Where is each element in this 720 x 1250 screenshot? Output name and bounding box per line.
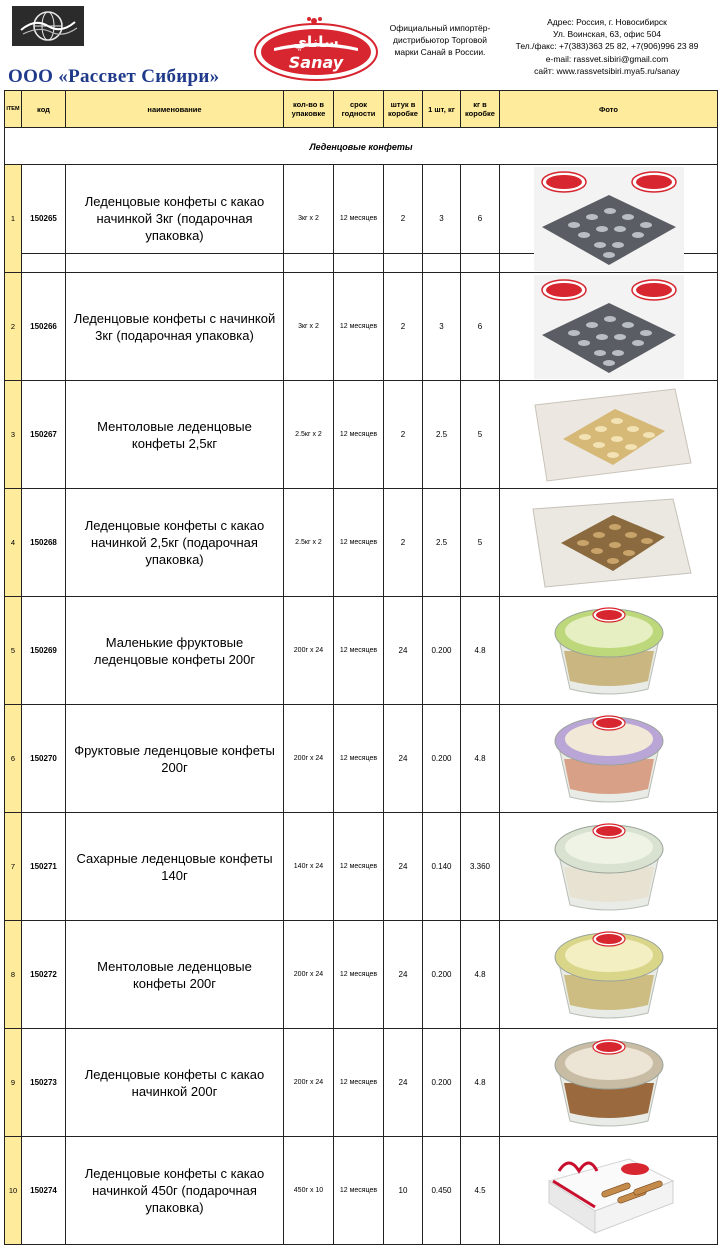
header-weight-per-piece: 1 шт, кг [422, 90, 461, 128]
header-name: наименование [65, 90, 284, 128]
table-row [4, 596, 718, 704]
weight-per-box: 4.8 [460, 704, 500, 813]
header-item: ITEM [4, 90, 22, 128]
weight-per-box: 4.5 [460, 1136, 500, 1245]
contact-address: Адрес: Россия, г. Новосибирск [547, 17, 667, 27]
contact-website[interactable]: сайт: www.rassvetsibiri.mya5.ru/sanay [534, 65, 680, 76]
product-name: Ментоловые леденцовые конфеты 200г [65, 920, 284, 1029]
row-item-number: 7 [4, 812, 22, 921]
row-item-number: 10 [4, 1136, 22, 1245]
contact-email[interactable]: e-mail: rassvet.sibiri@gmail.com [545, 53, 669, 64]
pack-quantity: 450г х 10 [283, 1136, 334, 1245]
pieces-per-box: 2 [383, 164, 423, 273]
product-photo [499, 272, 718, 381]
tray-cocoa-icon [534, 275, 684, 379]
product-code: 150267 [21, 380, 66, 489]
product-photo [499, 1028, 718, 1137]
svg-text:ساناي: ساناي [293, 33, 339, 51]
pack-quantity: 2.5кг х 2 [283, 380, 334, 489]
table-row [4, 812, 718, 920]
weight-per-piece: 2.5 [422, 380, 461, 489]
table-header-row [4, 90, 718, 128]
weight-per-piece: 0.140 [422, 812, 461, 921]
product-name: Ментоловые леденцовые конфеты 2,5кг [65, 380, 284, 489]
row-item-number: 2 [4, 272, 22, 381]
product-code: 150270 [21, 704, 66, 813]
product-name: Леденцовые конфеты с какао начинкой 200г [65, 1028, 284, 1137]
shelf-life: 12 месяцев [333, 1028, 384, 1137]
pack-quantity: 200г х 24 [283, 704, 334, 813]
pack-quantity: 200г х 24 [283, 1028, 334, 1137]
page-header [0, 0, 720, 90]
product-code: 150269 [21, 596, 66, 705]
product-photo [499, 920, 718, 1029]
row-item-number: 6 [4, 704, 22, 813]
table-row [4, 920, 718, 1028]
product-photo [499, 704, 718, 813]
table-row [4, 164, 718, 272]
product-name: Леденцовые конфеты с какао начинкой 450г (подарочная упаковка) [65, 1136, 284, 1245]
shelf-life: 12 месяцев [333, 704, 384, 813]
product-code: 150266 [21, 272, 66, 381]
tub-cocoa-icon [544, 1033, 674, 1133]
product-name: Фруктовые леденцовые конфеты 200г [65, 704, 284, 813]
pack-quantity: 200г х 24 [283, 596, 334, 705]
product-photo [499, 1136, 718, 1245]
weight-per-box: 5 [460, 488, 500, 597]
pack-quantity: 2.5кг х 2 [283, 488, 334, 597]
product-code: 150265 [21, 164, 66, 273]
weight-per-box: 5 [460, 380, 500, 489]
table-row [4, 704, 718, 812]
svg-text:Sanay: Sanay [288, 53, 344, 72]
tray-brown-icon [525, 493, 693, 593]
header-photo: Фото [499, 90, 718, 128]
contacts-block [500, 16, 714, 77]
pack-quantity: 3кг х 2 [283, 272, 334, 381]
shelf-life: 12 месяцев [333, 164, 384, 273]
sanay-brand-logo [252, 14, 380, 82]
weight-per-piece: 0.200 [422, 920, 461, 1029]
row-item-number: 3 [4, 380, 22, 489]
product-name: Леденцовые конфеты с какао начинкой 3кг (подарочная упаковка) [65, 164, 284, 273]
product-photo [499, 488, 718, 597]
shelf-life: 12 месяцев [333, 812, 384, 921]
pieces-per-box: 10 [383, 1136, 423, 1245]
row-item-number: 9 [4, 1028, 22, 1137]
weight-per-box: 6 [460, 164, 500, 273]
product-code: 150271 [21, 812, 66, 921]
tub-clear-icon [544, 817, 674, 917]
price-table [4, 90, 718, 1246]
weight-per-box: 4.8 [460, 596, 500, 705]
tray-menthol-icon [525, 385, 693, 485]
pieces-per-box: 24 [383, 596, 423, 705]
header-code: код [21, 90, 66, 128]
pieces-per-box: 2 [383, 380, 423, 489]
weight-per-piece: 2.5 [422, 488, 461, 597]
weight-per-box: 6 [460, 272, 500, 381]
shelf-life: 12 месяцев [333, 272, 384, 381]
product-photo [499, 596, 718, 705]
table-row [4, 1136, 718, 1244]
product-name: Сахарные леденцовые конфеты 140г [65, 812, 284, 921]
pack-quantity: 3кг х 2 [283, 164, 334, 273]
product-photo [499, 164, 718, 273]
product-code: 150272 [21, 920, 66, 1029]
row-item-number: 5 [4, 596, 22, 705]
header-pcs-per-box: штук в коробке [383, 90, 423, 128]
pieces-per-box: 2 [383, 272, 423, 381]
header-shelf-life: срок годности [333, 90, 384, 128]
pieces-per-box: 2 [383, 488, 423, 597]
weight-per-piece: 3 [422, 164, 461, 273]
tub-purple-icon [544, 709, 674, 809]
pieces-per-box: 24 [383, 812, 423, 921]
header-weight-per-box: кг в коробке [460, 90, 500, 128]
weight-per-box: 4.8 [460, 1028, 500, 1137]
section-title: Леденцовые конфеты [309, 141, 413, 152]
contact-street: Ул. Воинская, 63, офис 504 [552, 29, 661, 40]
pieces-per-box: 24 [383, 704, 423, 813]
product-name: Леденцовые конфеты с какао начинкой 2,5кг (подарочная упаковка) [65, 488, 284, 597]
shelf-life: 12 месяцев [333, 1136, 384, 1245]
header-qty: кол-во в упаковке [283, 90, 334, 128]
row-item-number: 8 [4, 920, 22, 1029]
pieces-per-box: 24 [383, 1028, 423, 1137]
row-item-number: 4 [4, 488, 22, 597]
table-row [4, 272, 718, 380]
gift-box-icon [539, 1141, 679, 1241]
weight-per-piece: 0.200 [422, 596, 461, 705]
table-row [4, 380, 718, 488]
table-row [4, 1028, 718, 1136]
weight-per-box: 3.360 [460, 812, 500, 921]
product-photo [499, 812, 718, 921]
product-code: 150274 [21, 1136, 66, 1245]
weight-per-piece: 0.450 [422, 1136, 461, 1245]
table-row [4, 488, 718, 596]
weight-per-box: 4.8 [460, 920, 500, 1029]
globe-logo-icon [12, 6, 84, 46]
product-name: Леденцовые конфеты с начинкой 3кг (подарочная упаковка) [65, 272, 284, 381]
importer-note: Официальный импортёр-дистрибьютор Торговой марки Санай в России. [389, 23, 491, 57]
row-item-number: 1 [4, 164, 22, 273]
shelf-life: 12 месяцев [333, 920, 384, 1029]
pack-quantity: 200г х 24 [283, 920, 334, 1029]
contact-phone: Тел./факс: +7(383)363 25 82, +7(906)996 23 89 [515, 41, 699, 52]
product-code: 150268 [21, 488, 66, 597]
product-name: Маленькие фруктовые леденцовые конфеты 200г [65, 596, 284, 705]
tub-green-icon [544, 601, 674, 701]
tub-mint-icon [544, 925, 674, 1025]
product-code: 150273 [21, 1028, 66, 1137]
tray-cocoa-icon [534, 167, 684, 271]
product-photo [499, 380, 718, 489]
weight-per-piece: 0.200 [422, 1028, 461, 1137]
weight-per-piece: 3 [422, 272, 461, 381]
shelf-life: 12 месяцев [333, 488, 384, 597]
weight-per-piece: 0.200 [422, 704, 461, 813]
shelf-life: 12 месяцев [333, 596, 384, 705]
shelf-life: 12 месяцев [333, 380, 384, 489]
pieces-per-box: 24 [383, 920, 423, 1029]
company-name: ООО «Рассвет Сибири» [8, 66, 220, 87]
pack-quantity: 140г х 24 [283, 812, 334, 921]
